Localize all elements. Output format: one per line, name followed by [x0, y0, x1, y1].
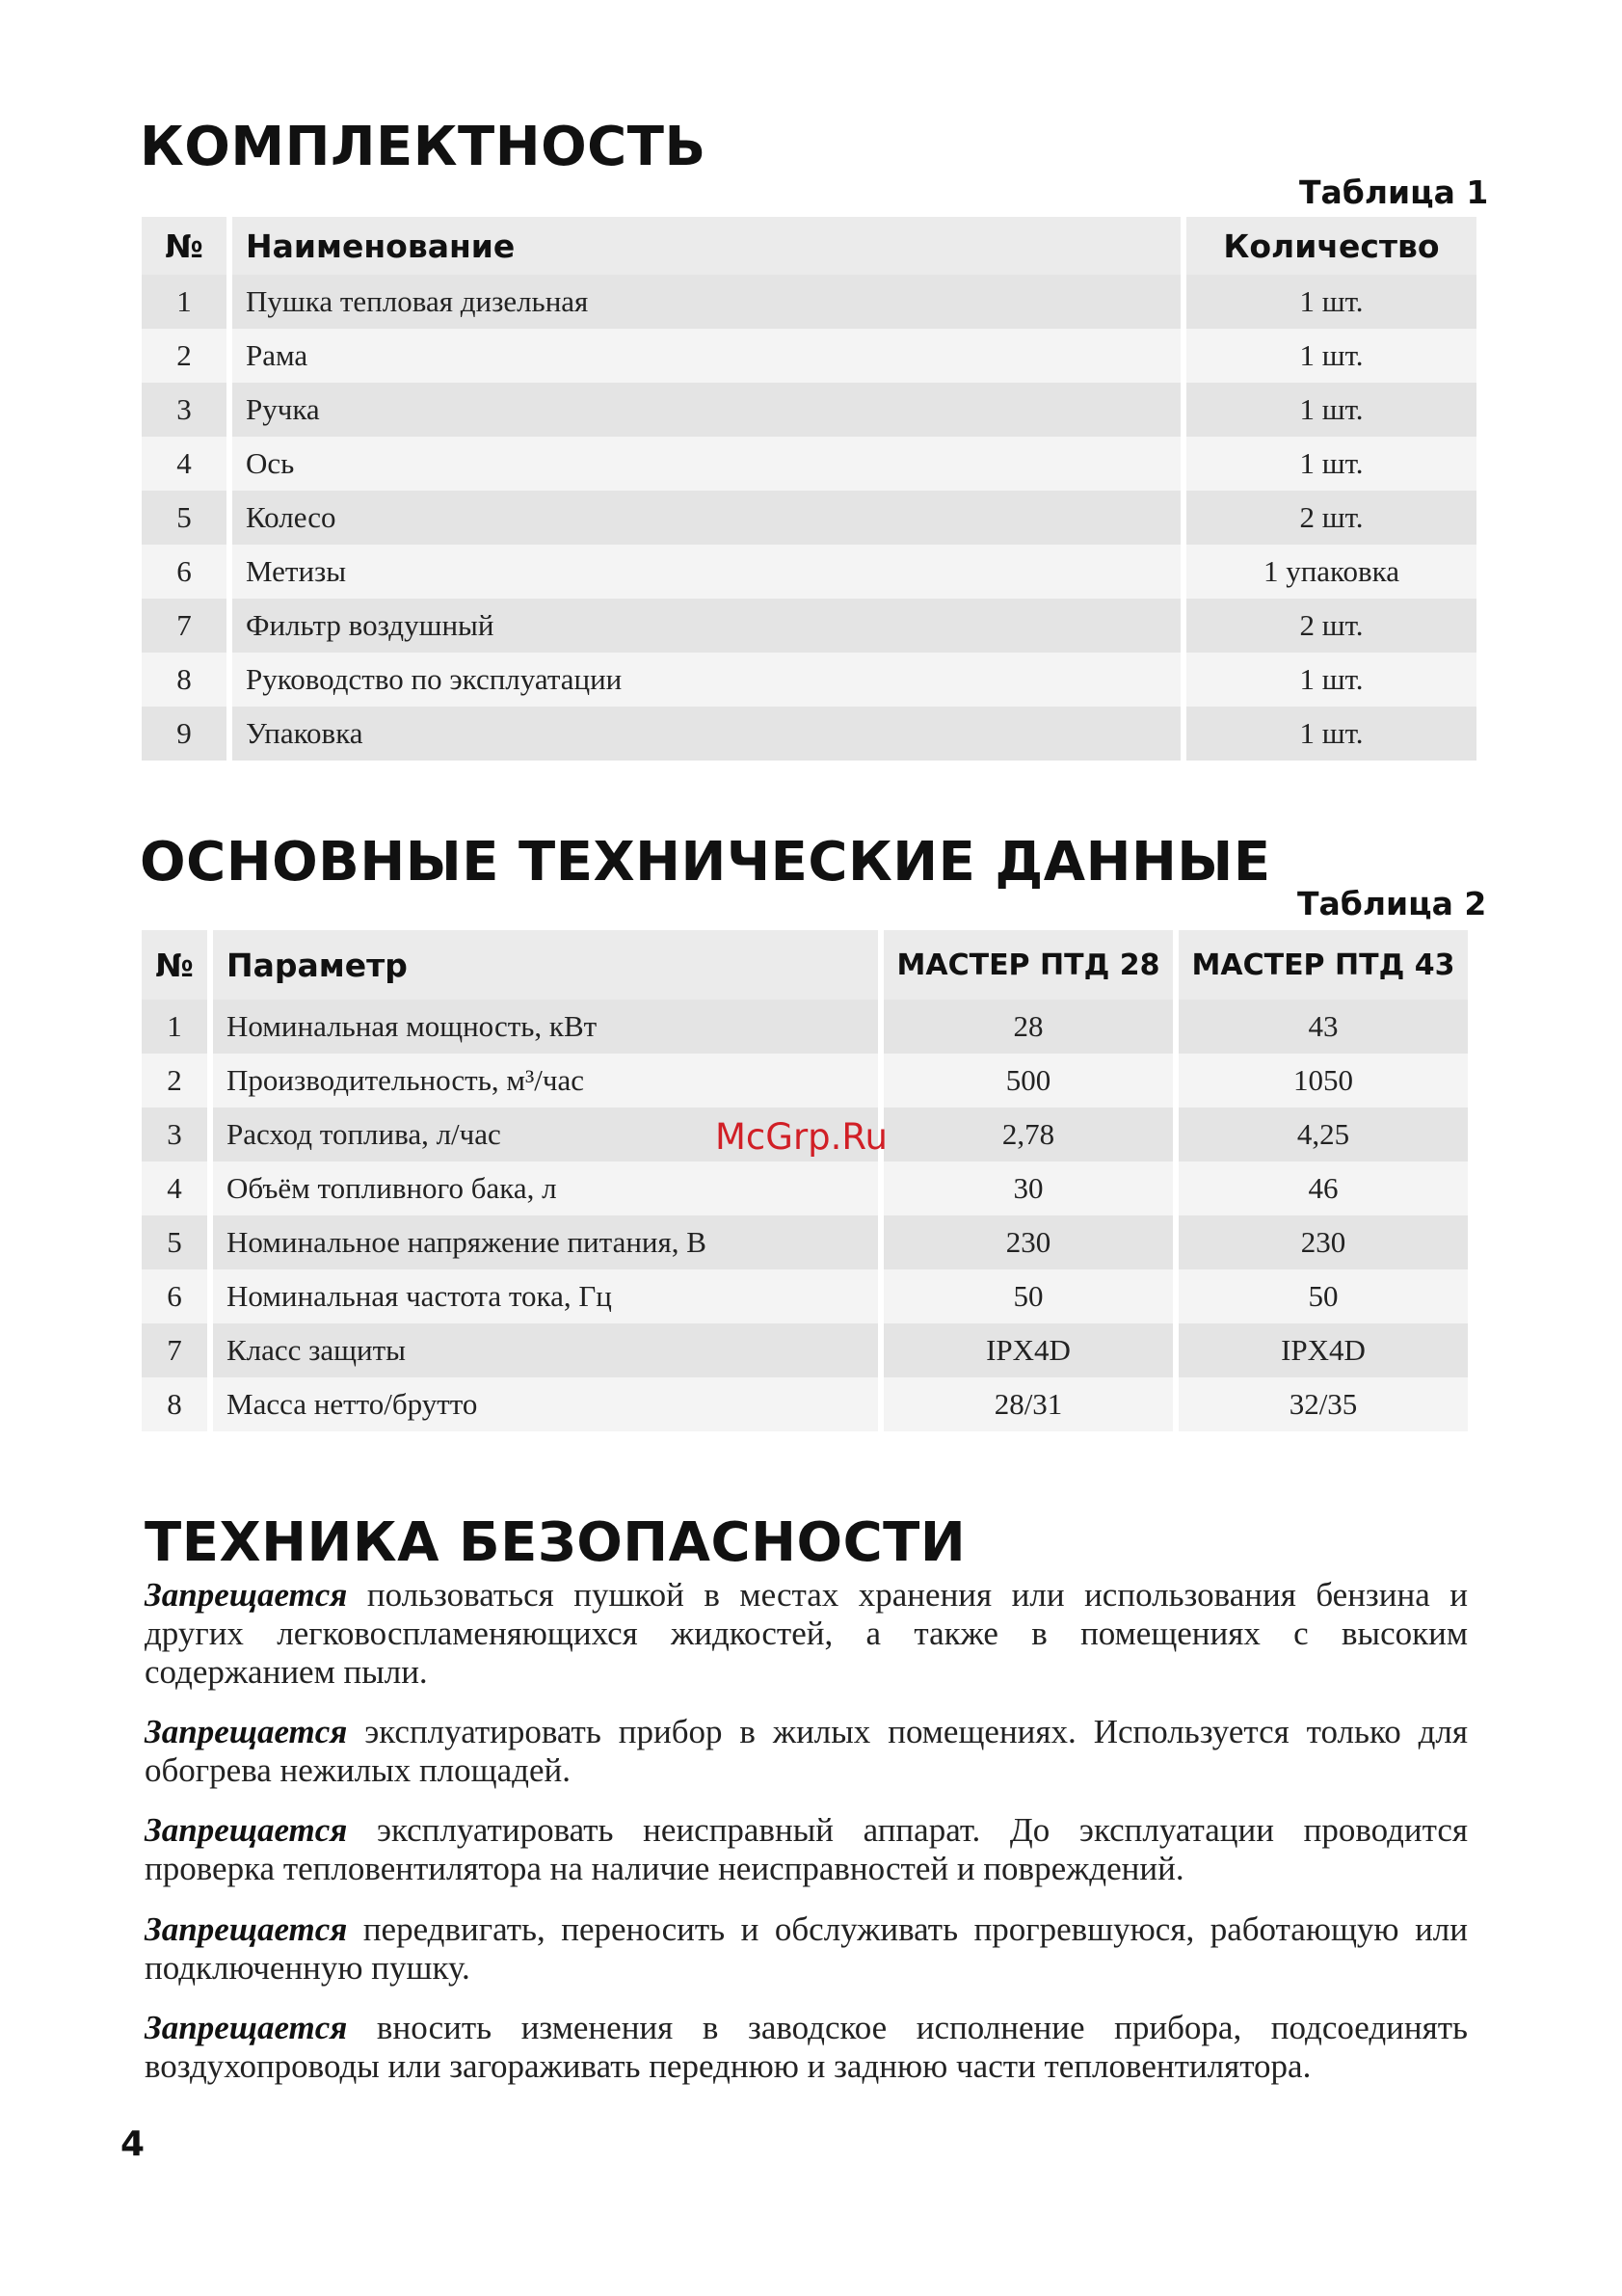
row-number: 3: [142, 1108, 207, 1161]
paragraph-lead: Запрещается: [145, 1910, 348, 1948]
row-name: Рама: [232, 329, 1181, 383]
table-row: [142, 707, 1476, 761]
header-quantity: Количество: [1186, 217, 1476, 275]
row-name: Колесо: [232, 491, 1181, 545]
row-number: 6: [142, 545, 226, 599]
row-parameter: Номинальная частота тока, Гц: [213, 1269, 878, 1323]
table-header-row: [142, 217, 1476, 275]
table-row: [142, 1323, 1474, 1377]
row-quantity: 1 шт.: [1186, 653, 1476, 707]
row-parameter: Класс защиты: [213, 1323, 878, 1377]
table-row: [142, 383, 1476, 437]
header-model-28: МАСТЕР ПТД 28: [884, 930, 1173, 1000]
row-value-28: IPX4D: [884, 1323, 1173, 1377]
row-quantity: 1 шт.: [1186, 275, 1476, 329]
table-2-caption: Таблица 2: [1297, 885, 1487, 922]
row-number: 3: [142, 383, 226, 437]
row-number: 9: [142, 707, 226, 761]
safety-paragraph: [145, 1811, 1468, 1888]
safety-paragraph: [145, 1576, 1468, 1692]
table-row: [142, 437, 1476, 491]
paragraph-text: вносить изменения в заводское исполнение прибора, подсоединять воздухопроводы или загораживать переднюю и заднюю части тепловентилятора.: [145, 2009, 1468, 2085]
table-row: [142, 1161, 1474, 1215]
paragraph-lead: Запрещается: [145, 1811, 348, 1849]
safety-paragraph: [145, 1910, 1468, 1988]
row-value-28: 28/31: [884, 1377, 1173, 1431]
row-value-28: 230: [884, 1215, 1173, 1269]
row-value-28: 30: [884, 1161, 1173, 1215]
paragraph-lead: Запрещается: [145, 2009, 348, 2046]
row-number: 2: [142, 329, 226, 383]
table-row: [142, 275, 1476, 329]
section-title-safety: ТЕХНИКА БЕЗОПАСНОСТИ: [145, 1511, 967, 1574]
table-1-caption: Таблица 1: [1299, 174, 1489, 211]
table-row: [142, 491, 1476, 545]
row-name: Фильтр воздушный: [232, 599, 1181, 653]
row-value-28: 2,78: [884, 1108, 1173, 1161]
row-quantity: 2 шт.: [1186, 599, 1476, 653]
row-value-28: 500: [884, 1054, 1173, 1108]
row-value-43: 50: [1179, 1269, 1468, 1323]
table-row: [142, 599, 1476, 653]
row-quantity: 1 шт.: [1186, 329, 1476, 383]
table-row: [142, 653, 1476, 707]
table-row: [142, 1215, 1474, 1269]
row-number: 5: [142, 1215, 207, 1269]
row-parameter: Номинальная мощность, кВт: [213, 1000, 878, 1054]
header-parameter: Параметр: [213, 930, 878, 1000]
table-header-row: [142, 930, 1474, 1000]
row-value-43: 230: [1179, 1215, 1468, 1269]
paragraph-lead: Запрещается: [145, 1713, 348, 1750]
row-name: Упаковка: [232, 707, 1181, 761]
table-row: [142, 1269, 1474, 1323]
row-number: 7: [142, 1323, 207, 1377]
table-row: [142, 329, 1476, 383]
section-title-completeness: КОМПЛЕКТНОСТЬ: [140, 116, 706, 178]
row-value-43: 43: [1179, 1000, 1468, 1054]
row-number: 5: [142, 491, 226, 545]
paragraph-text: передвигать, переносить и обслуживать прогревшуюся, работающую или подключенную пушку.: [145, 1910, 1468, 1987]
row-number: 6: [142, 1269, 207, 1323]
row-quantity: 1 шт.: [1186, 707, 1476, 761]
table-row: [142, 545, 1476, 599]
row-number: 4: [142, 437, 226, 491]
paragraph-lead: Запрещается: [145, 1576, 348, 1614]
row-number: 8: [142, 653, 226, 707]
row-quantity: 1 упаковка: [1186, 545, 1476, 599]
row-value-43: 4,25: [1179, 1108, 1468, 1161]
watermark-text: McGrp.Ru: [715, 1116, 888, 1158]
table-row: [142, 1000, 1474, 1054]
completeness-table: [142, 217, 1476, 761]
row-name: Ось: [232, 437, 1181, 491]
row-parameter: Расход топлива, л/час: [213, 1108, 878, 1161]
row-quantity: 1 шт.: [1186, 383, 1476, 437]
row-number: 2: [142, 1054, 207, 1108]
specs-table: [142, 930, 1474, 1431]
row-value-28: 50: [884, 1269, 1173, 1323]
row-value-28: 28: [884, 1000, 1173, 1054]
row-parameter: Номинальное напряжение питания, В: [213, 1215, 878, 1269]
paragraph-text: пользоваться пушкой в местах хранения или использования бензина и других легковоспламеняющихся жидкостей, а также в помещениях с высоким содержанием пыли.: [145, 1576, 1468, 1691]
safety-paragraph: [145, 2009, 1468, 2086]
section-title-specs: ОСНОВНЫЕ ТЕХНИЧЕСКИЕ ДАННЫЕ: [140, 831, 1271, 894]
row-name: Руководство по эксплуатации: [232, 653, 1181, 707]
row-name: Пушка тепловая дизельная: [232, 275, 1181, 329]
row-value-43: 46: [1179, 1161, 1468, 1215]
paragraph-text: эксплуатировать прибор в жилых помещениях. Используется только для обогрева нежилых площадей.: [145, 1713, 1468, 1789]
header-number: №: [142, 930, 207, 1000]
row-quantity: 2 шт.: [1186, 491, 1476, 545]
row-parameter: Масса нетто/брутто: [213, 1377, 878, 1431]
row-number: 7: [142, 599, 226, 653]
row-value-43: 32/35: [1179, 1377, 1468, 1431]
table-row: [142, 1377, 1474, 1431]
header-number: №: [142, 217, 226, 275]
table-row: [142, 1054, 1474, 1108]
row-number: 4: [142, 1161, 207, 1215]
header-model-43: МАСТЕР ПТД 43: [1179, 930, 1468, 1000]
row-parameter: Производительность, м³/час: [213, 1054, 878, 1108]
page-number: 4: [120, 2124, 146, 2164]
row-parameter: Объём топливного бака, л: [213, 1161, 878, 1215]
row-number: 1: [142, 1000, 207, 1054]
row-number: 8: [142, 1377, 207, 1431]
row-number: 1: [142, 275, 226, 329]
row-value-43: 1050: [1179, 1054, 1468, 1108]
row-value-43: IPX4D: [1179, 1323, 1468, 1377]
row-name: Ручка: [232, 383, 1181, 437]
row-quantity: 1 шт.: [1186, 437, 1476, 491]
row-name: Метизы: [232, 545, 1181, 599]
safety-paragraph: [145, 1713, 1468, 1790]
header-name: Наименование: [232, 217, 1181, 275]
paragraph-text: эксплуатировать неисправный аппарат. До эксплуатации проводится проверка тепловентилятора на наличие неисправностей и повреждений.: [145, 1811, 1468, 1887]
